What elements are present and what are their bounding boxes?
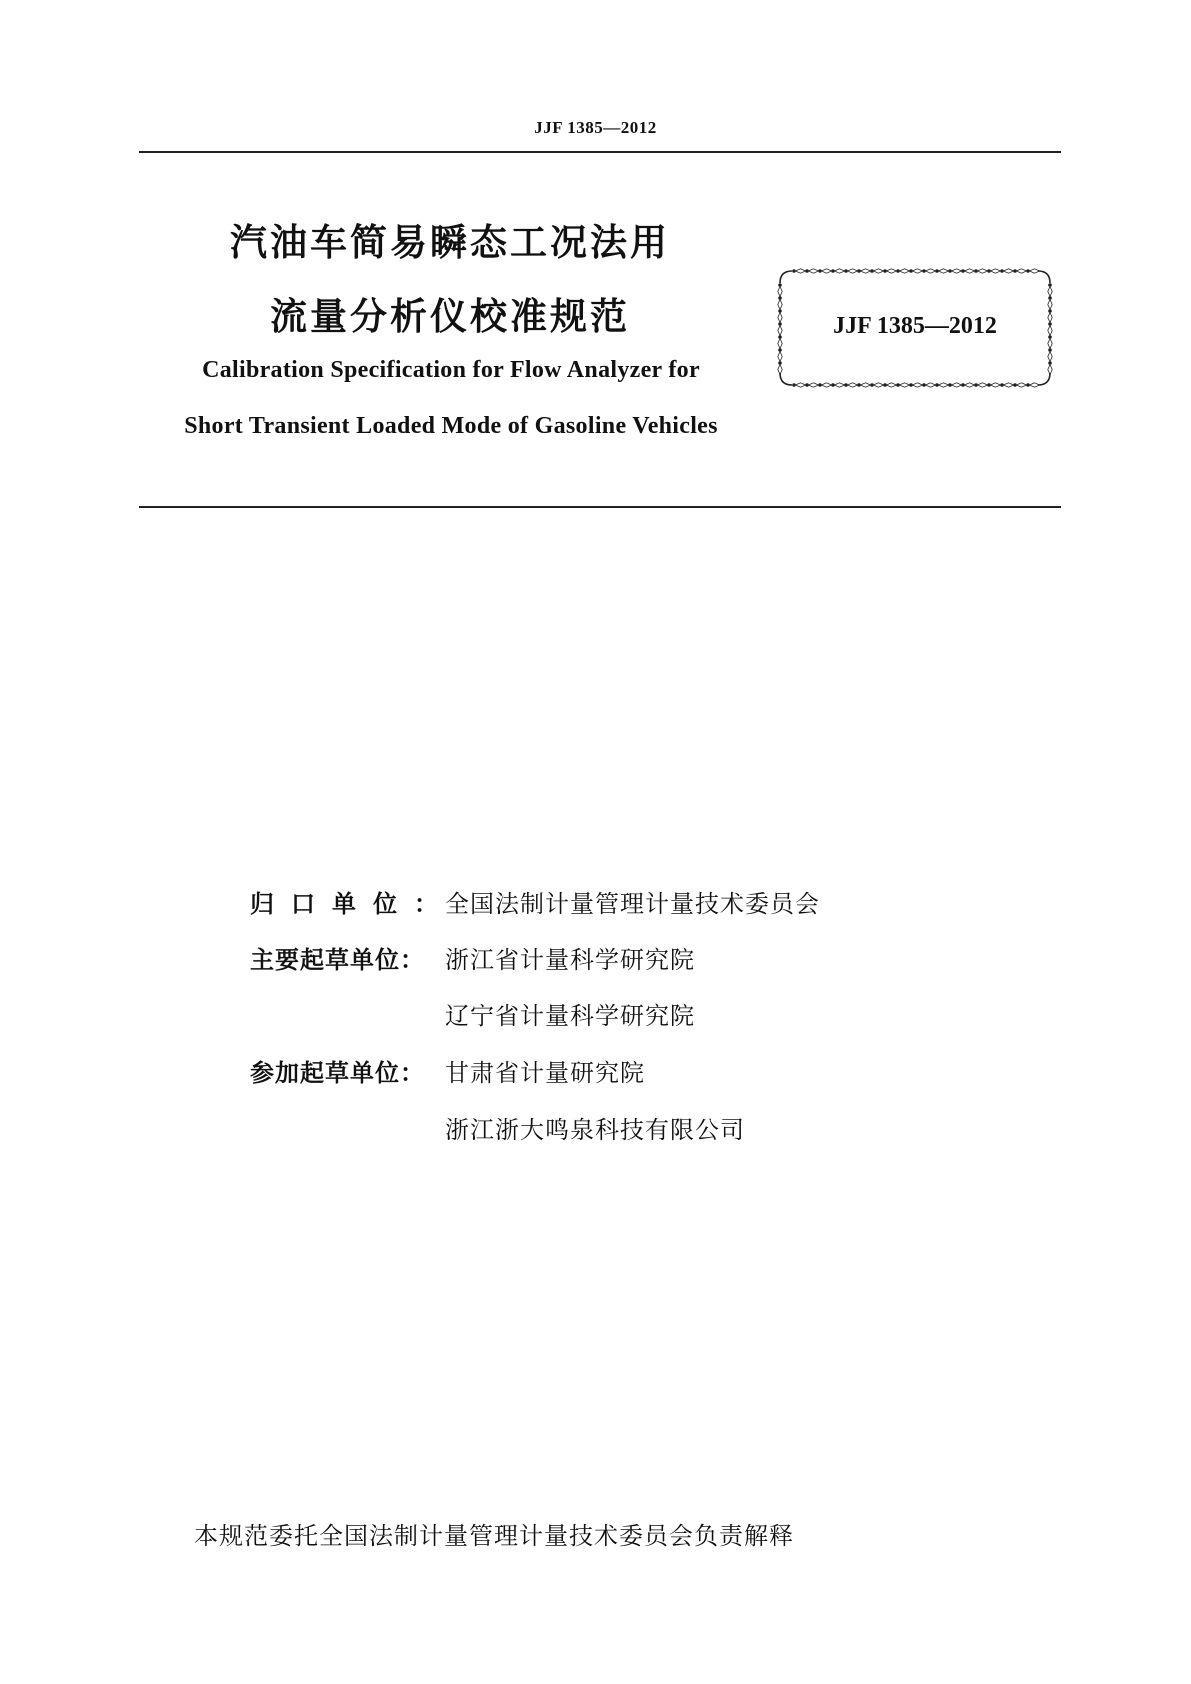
frame-diamond (778, 300, 782, 310)
frame-diamond (926, 383, 936, 387)
frame-diamond (778, 339, 782, 349)
frame-diamond (900, 383, 910, 387)
frame-diamond (1017, 269, 1027, 273)
frame-diamond (978, 269, 988, 273)
frame-diamond (796, 269, 806, 273)
frame-diamond (1048, 287, 1052, 297)
frame-diamond (926, 269, 936, 273)
frame-diamond (900, 269, 910, 273)
title-en-line2: Short Transient Loaded Mode of Gasoline Vehicles (184, 413, 718, 439)
frame-diamond (1017, 383, 1027, 387)
frame-diamond (874, 383, 884, 387)
participating-drafting-unit: 甘肃省计量研究院 (445, 1059, 645, 1087)
standard-code-box (776, 267, 1054, 389)
participating-drafting-row (250, 1057, 645, 1089)
frame-diamond (939, 383, 949, 387)
frame-corner (1038, 373, 1050, 385)
main-drafting-row (250, 944, 695, 976)
interpretation-note: 本规范委托全国法制计量管理计量技术委员会负责解释 (194, 1522, 794, 1550)
frame-diamond (874, 269, 884, 273)
frame-diamond (1048, 352, 1052, 362)
top-divider (139, 151, 1061, 153)
frame-diamond (796, 383, 806, 387)
frame-diamond (939, 269, 949, 273)
main-drafting-label: 主要起草单位： (250, 946, 425, 974)
frame-diamond (887, 269, 897, 273)
responsible-unit-label: 归 口 单 位 ： (250, 890, 438, 918)
frame-diamond (913, 383, 923, 387)
frame-diamond (835, 269, 845, 273)
frame-diamond (848, 269, 858, 273)
frame-corner (780, 373, 792, 385)
frame-diamond (991, 269, 1001, 273)
frame-diamond (1048, 339, 1052, 349)
frame-diamond (952, 269, 962, 273)
frame-diamond (1048, 300, 1052, 310)
header-standard-code: JJF 1385—2012 (534, 118, 657, 137)
frame-diamond (861, 269, 871, 273)
standard-code: JJF 1385—2012 (833, 313, 997, 339)
frame-diamond (965, 269, 975, 273)
frame-diamond (991, 383, 1001, 387)
main-drafting-unit: 辽宁省计量科学研究院 (445, 1002, 695, 1030)
bottom-divider (139, 506, 1061, 508)
frame-diamond (1004, 383, 1014, 387)
frame-diamond (778, 352, 782, 362)
participating-drafting-label: 参加起草单位： (250, 1059, 425, 1087)
title-cn-line1: 汽油车简易瞬态工况法用 (230, 221, 670, 264)
frame-diamond (1004, 269, 1014, 273)
responsible-unit-row (250, 888, 820, 920)
title-cn-line2: 流量分析仪校准规范 (270, 295, 630, 338)
frame-diamond (887, 383, 897, 387)
frame-diamond (835, 383, 845, 387)
frame-diamond (848, 383, 858, 387)
frame-diamond (913, 269, 923, 273)
responsible-unit-value: 全国法制计量管理计量技术委员会 (445, 890, 820, 918)
frame-diamond (822, 269, 832, 273)
title-en-line1: Calibration Specification for Flow Analyzer for (202, 357, 700, 383)
frame-diamond (778, 287, 782, 297)
frame-diamond (965, 383, 975, 387)
participating-drafting-row (250, 1114, 745, 1146)
frame-diamond (809, 383, 819, 387)
frame-diamond (861, 383, 871, 387)
frame-corner (780, 271, 792, 283)
participating-drafting-unit: 浙江浙大鸣泉科技有限公司 (445, 1116, 745, 1144)
frame-diamond (809, 269, 819, 273)
frame-diamond (952, 383, 962, 387)
main-drafting-unit: 浙江省计量科学研究院 (445, 946, 695, 974)
frame-diamond (978, 383, 988, 387)
main-drafting-row (250, 1000, 695, 1032)
frame-diamond (822, 383, 832, 387)
frame-corner (1038, 271, 1050, 283)
